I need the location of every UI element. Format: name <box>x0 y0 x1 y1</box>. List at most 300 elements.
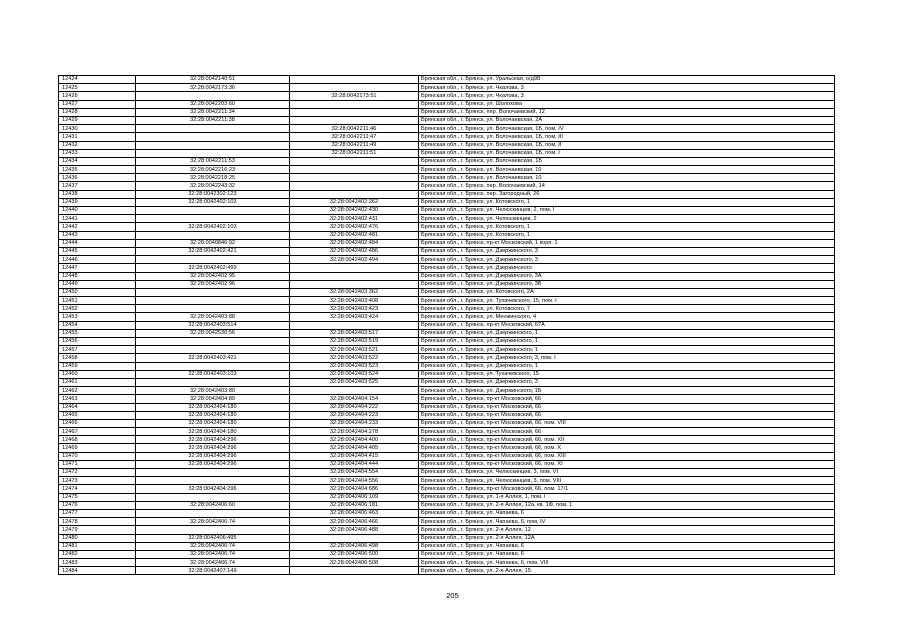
table-row <box>59 321 835 329</box>
row-number-cell: 12479 <box>59 526 136 534</box>
address-cell: Брянская обл., г. Брянск, ул. Чапаева, 6, пом. VIII <box>419 559 835 567</box>
table-row <box>59 534 835 542</box>
row-number-cell: 12446 <box>59 256 136 264</box>
table-row <box>59 256 835 264</box>
row-number-cell: 12466 <box>59 419 136 427</box>
parcel-number-cell: 32:28:0042402:421 <box>136 247 290 255</box>
table-row <box>59 346 835 354</box>
address-cell: Брянская обл., г. Брянск, пр-кт Московский, 66, пом. XI <box>419 460 835 468</box>
address-cell: Брянская обл., г. Брянск, ул. Котовского, 1 <box>419 198 835 206</box>
row-number-cell: 12449 <box>59 280 136 288</box>
row-number-cell: 12453 <box>59 313 136 321</box>
row-number-cell: 12426 <box>59 92 136 100</box>
parcel-number-cell: 32:28:0042203:60 <box>136 100 290 108</box>
table-row <box>59 567 835 575</box>
parcel-number-cell: 32:28:0042406:74 <box>136 518 290 526</box>
object-number-cell: 32:28:0042402:486 <box>290 247 419 255</box>
row-number-cell: 12427 <box>59 100 136 108</box>
row-number-cell: 12452 <box>59 305 136 313</box>
object-number-cell: 32:28:0042402:484 <box>290 239 419 247</box>
object-number-cell: 32:28:0042404:405 <box>290 444 419 452</box>
parcel-number-cell <box>136 256 290 264</box>
address-cell: Брянская обл., г. Брянск, ул. Чкалова, 3 <box>419 92 835 100</box>
address-cell: Брянская обл., г. Брянск, пр-кт Московский, 66 <box>419 403 835 411</box>
row-number-cell: 12439 <box>59 198 136 206</box>
parcel-number-cell <box>136 378 290 386</box>
table-row <box>59 313 835 321</box>
table-row <box>59 550 835 558</box>
row-number-cell: 12429 <box>59 116 136 124</box>
table-row <box>59 493 835 501</box>
parcel-number-cell <box>136 215 290 223</box>
parcel-number-cell <box>136 297 290 305</box>
row-number-cell: 12480 <box>59 534 136 542</box>
address-cell: Брянская обл., г. Брянск, ул. Чкалова, 3 <box>419 84 835 92</box>
parcel-number-cell <box>136 133 290 141</box>
table-row <box>59 395 835 403</box>
parcel-number-cell: 32:28:0042404:89 <box>136 395 290 403</box>
row-number-cell: 12467 <box>59 428 136 436</box>
object-number-cell: 32:28:0042404:233 <box>290 419 419 427</box>
page-number: 205 <box>446 591 459 600</box>
address-cell: Брянская обл., г. Брянск, пер. Загородный, 26 <box>419 190 835 198</box>
row-number-cell: 12441 <box>59 215 136 223</box>
address-cell: Брянская обл., г. Брянск, ул. Челюскинцев, 2, пом. I <box>419 207 835 215</box>
registry-table <box>58 75 835 575</box>
object-number-cell <box>290 321 419 329</box>
address-cell: Брянская обл., г. Брянск, ул. Чапаева, 6 <box>419 550 835 558</box>
table-row <box>59 387 835 395</box>
object-number-cell <box>290 100 419 108</box>
table-row <box>59 305 835 313</box>
row-number-cell: 12445 <box>59 247 136 255</box>
object-number-cell <box>290 157 419 165</box>
address-cell: Брянская обл., г. Брянск, пр-кт Московский, 66, пом. XIII <box>419 452 835 460</box>
table-row <box>59 223 835 231</box>
parcel-number-cell: 32:28:0042404:296 <box>136 485 290 493</box>
address-cell: Брянская обл., г. Брянск, пр-кт Московский, 66 <box>419 395 835 403</box>
table-row <box>59 166 835 174</box>
parcel-number-cell <box>136 125 290 133</box>
object-number-cell: 32:28:0042403:362 <box>290 288 419 296</box>
object-number-cell: 32:28:0042404:556 <box>290 477 419 485</box>
object-number-cell: 32:28:0042402:430 <box>290 207 419 215</box>
row-number-cell: 12430 <box>59 125 136 133</box>
table-row <box>59 280 835 288</box>
object-number-cell: 32:28:0042404:554 <box>290 469 419 477</box>
parcel-number-cell: 32:28:0042406:60 <box>136 501 290 509</box>
table-row <box>59 297 835 305</box>
row-number-cell: 12483 <box>59 559 136 567</box>
address-cell: Брянская обл., г. Брянск, ул. Менжинского, 4 <box>419 313 835 321</box>
address-cell: Брянская обл., г. Брянск, ул. Тухачевского, 15, пом. I <box>419 297 835 305</box>
parcel-number-cell: 32:28:0042404:180 <box>136 428 290 436</box>
object-number-cell: 32:28:0042211:47 <box>290 133 419 141</box>
parcel-number-cell: 32:28:0042402:95 <box>136 272 290 280</box>
parcel-number-cell: 32:28:0042216:23 <box>136 166 290 174</box>
table-row <box>59 239 835 247</box>
address-cell: Брянская обл., г. Брянск, ул. Дзержинского, 3А <box>419 272 835 280</box>
address-cell: Брянская обл., г. Брянск, пр-кт Московский, 66, пом. 17/1 <box>419 485 835 493</box>
object-number-cell: 32:28:0042404:415 <box>290 452 419 460</box>
row-number-cell: 12471 <box>59 460 136 468</box>
object-number-cell: 32:28:0042404:686 <box>290 485 419 493</box>
address-cell: Брянская обл., г. Брянск, ул. Волочаевская, 1Б, пом. II <box>419 141 835 149</box>
table-row <box>59 182 835 190</box>
parcel-number-cell: 32:28:0042530:56 <box>136 329 290 337</box>
object-number-cell: 32:28:0042403:517 <box>290 329 419 337</box>
address-cell: Брянская обл., г. Брянск, ул. Дзержинского, 3 <box>419 256 835 264</box>
row-number-cell: 12457 <box>59 346 136 354</box>
row-number-cell: 12434 <box>59 157 136 165</box>
table-row <box>59 190 835 198</box>
object-number-cell: 32:28:0042406:488 <box>290 526 419 534</box>
address-cell: Брянская обл., г. Брянск, пр-кт Московский, 1 корп. 1 <box>419 239 835 247</box>
table-row <box>59 141 835 149</box>
row-number-cell: 12473 <box>59 477 136 485</box>
object-number-cell: 32:28:0042406:498 <box>290 542 419 550</box>
row-number-cell: 12440 <box>59 207 136 215</box>
parcel-number-cell <box>136 346 290 354</box>
address-cell: Брянская обл., г. Брянск, пер. Волочаевский, 12 <box>419 108 835 116</box>
object-number-cell: 32:28:0042403:424 <box>290 313 419 321</box>
row-number-cell: 12481 <box>59 542 136 550</box>
object-number-cell: 32:28:0042402:431 <box>290 215 419 223</box>
address-cell: Брянская обл., г. Брянск, ул. Чапаева, 6 <box>419 542 835 550</box>
row-number-cell: 12425 <box>59 84 136 92</box>
parcel-number-cell: 32:28:0042406:74 <box>136 542 290 550</box>
parcel-number-cell: 32:28:0042404:296 <box>136 452 290 460</box>
parcel-number-cell: 32:28:0042406:74 <box>136 550 290 558</box>
address-cell: Брянская обл., г. Брянск, ул. 1-я Аллея, 1, пом. I <box>419 493 835 501</box>
parcel-number-cell: 32:28:0042407:149 <box>136 567 290 575</box>
address-cell: Брянская обл., г. Брянск, ул. Шолохова <box>419 100 835 108</box>
address-cell: Брянская обл., г. Брянск, ул. Котовского, 1 <box>419 223 835 231</box>
address-cell: Брянская обл., г. Брянск, ул. Тухачевского, 15 <box>419 370 835 378</box>
address-cell: Брянская обл., г. Брянск, пр-кт Московский, 66, пом. VIII <box>419 419 835 427</box>
object-number-cell: 32:28:0042403:525 <box>290 378 419 386</box>
row-number-cell: 12448 <box>59 272 136 280</box>
parcel-number-cell <box>136 149 290 157</box>
row-number-cell: 12478 <box>59 518 136 526</box>
table-row <box>59 419 835 427</box>
table-row <box>59 518 835 526</box>
parcel-number-cell: 32:28:0042243:32 <box>136 182 290 190</box>
table-row <box>59 526 835 534</box>
parcel-number-cell: 32:28:0042403:88 <box>136 313 290 321</box>
parcel-number-cell: 32:28:0042404:180 <box>136 419 290 427</box>
address-cell: Брянская обл., г. Брянск, ул. Чапаева, 6 <box>419 509 835 517</box>
table-row <box>59 378 835 386</box>
address-cell: Брянская обл., г. Брянск, ул. Волочаевская, 10 <box>419 166 835 174</box>
table-row <box>59 469 835 477</box>
address-cell: Брянская обл., г. Брянск, ул. Дзержинского <box>419 264 835 272</box>
table-row <box>59 501 835 509</box>
row-number-cell: 12469 <box>59 444 136 452</box>
address-cell: Брянская обл., г. Брянск, ул. Челюскинцев, 3, пом. VIII <box>419 477 835 485</box>
parcel-number-cell: 32:28:0042140:51 <box>136 76 290 84</box>
row-number-cell: 12454 <box>59 321 136 329</box>
address-cell: Брянская обл., г. Брянск, пр-кт Московский, 67А <box>419 321 835 329</box>
table-row <box>59 542 835 550</box>
parcel-number-cell: 32:28:0042406:74 <box>136 559 290 567</box>
address-cell: Брянская обл., г. Брянск, ул. 2-я Аллея, 15 <box>419 567 835 575</box>
address-cell: Брянская обл., г. Брянск, ул. Дзержинского, 3Б <box>419 280 835 288</box>
row-number-cell: 12438 <box>59 190 136 198</box>
row-number-cell: 12464 <box>59 403 136 411</box>
object-number-cell <box>290 567 419 575</box>
table-row <box>59 116 835 124</box>
row-number-cell: 12442 <box>59 223 136 231</box>
row-number-cell: 12463 <box>59 395 136 403</box>
object-number-cell: 32:28:0042403:523 <box>290 362 419 370</box>
table-row <box>59 92 835 100</box>
parcel-number-cell: 32:28:0042211:34 <box>136 108 290 116</box>
object-number-cell: 32:28:0042403:522 <box>290 354 419 362</box>
object-number-cell: 32:28:0042402:262 <box>290 198 419 206</box>
row-number-cell: 12462 <box>59 387 136 395</box>
address-cell: Брянская обл., г. Брянск, ул. Чапаева, 6, пом. IV <box>419 518 835 526</box>
object-number-cell: 32:28:0042406:463 <box>290 509 419 517</box>
object-number-cell: 32:28:0042404:400 <box>290 436 419 444</box>
address-cell: Брянская обл., г. Брянск, ул. Волочаевская, 2А <box>419 116 835 124</box>
parcel-number-cell: 32:28:0042404:296 <box>136 460 290 468</box>
parcel-number-cell: 32:28:0042404:296 <box>136 444 290 452</box>
address-cell: Брянская обл., г. Брянск, ул. Дзержинского, 1 <box>419 346 835 354</box>
parcel-number-cell: 32:28:0042403:103 <box>136 370 290 378</box>
address-cell: Брянская обл., г. Брянск, ул. Дзержинского, 3 <box>419 247 835 255</box>
object-number-cell: 32:28:0042403:423 <box>290 305 419 313</box>
table-row <box>59 231 835 239</box>
table-row <box>59 198 835 206</box>
row-number-cell: 12482 <box>59 550 136 558</box>
object-number-cell: 32:28:0042404:154 <box>290 395 419 403</box>
row-number-cell: 12432 <box>59 141 136 149</box>
parcel-number-cell <box>136 362 290 370</box>
parcel-number-cell <box>136 207 290 215</box>
address-cell: Брянская обл., г. Брянск, ул. Котовского, 1 <box>419 231 835 239</box>
object-number-cell: 32:28:0042406:466 <box>290 518 419 526</box>
address-cell: Брянская обл., г. Брянск, пер. Волочаевский, 14 <box>419 182 835 190</box>
object-number-cell: 32:28:0042403:408 <box>290 297 419 305</box>
object-number-cell: 32:28:0042211:46 <box>290 125 419 133</box>
table-row <box>59 125 835 133</box>
parcel-number-cell: 32:28:0042403:421 <box>136 354 290 362</box>
object-number-cell: 32:28:0042403:521 <box>290 346 419 354</box>
address-cell: Брянская обл., г. Брянск, ул. Волочаевская, 1Б, пом. IV <box>419 125 835 133</box>
table-row <box>59 174 835 182</box>
address-cell: Брянская обл., г. Брянск, ул. Котовского, 2А <box>419 288 835 296</box>
row-number-cell: 12472 <box>59 469 136 477</box>
table-row <box>59 436 835 444</box>
object-number-cell <box>290 387 419 395</box>
parcel-number-cell <box>136 288 290 296</box>
address-cell: Брянская обл., г. Брянск, ул. 2-я Аллея, 12 <box>419 526 835 534</box>
table-row <box>59 444 835 452</box>
parcel-number-cell <box>136 509 290 517</box>
parcel-number-cell: 32:28:0042402:499 <box>136 264 290 272</box>
table-row <box>59 485 835 493</box>
object-number-cell <box>290 280 419 288</box>
object-number-cell <box>290 166 419 174</box>
parcel-number-cell: 32:28:0042403:80 <box>136 387 290 395</box>
table-row <box>59 149 835 157</box>
object-number-cell: 32:28:0042402:494 <box>290 256 419 264</box>
address-cell: Брянская обл., г. Брянск, ул. Челюскинцев, 2 <box>419 215 835 223</box>
table-row <box>59 354 835 362</box>
parcel-number-cell: 32:28:0042402:103 <box>136 198 290 206</box>
object-number-cell <box>290 116 419 124</box>
parcel-number-cell: 32:28:0042402:103 <box>136 223 290 231</box>
object-number-cell <box>290 182 419 190</box>
row-number-cell: 12456 <box>59 338 136 346</box>
parcel-number-cell <box>136 231 290 239</box>
object-number-cell <box>290 174 419 182</box>
table-row <box>59 460 835 468</box>
table-row <box>59 247 835 255</box>
object-number-cell: 32:28:0042403:519 <box>290 338 419 346</box>
object-number-cell: 32:28:0042402:476 <box>290 223 419 231</box>
address-cell: Брянская обл., г. Брянск, ул. Волочаевская, 1Б <box>419 157 835 165</box>
table-row <box>59 329 835 337</box>
parcel-number-cell <box>136 141 290 149</box>
object-number-cell: 32:28:0042406:109 <box>290 493 419 501</box>
address-cell: Брянская обл., г. Брянск, ул. Волочаевская, 10 <box>419 174 835 182</box>
row-number-cell: 12459 <box>59 362 136 370</box>
parcel-number-cell: 32:28:0042406:495 <box>136 534 290 542</box>
table-row <box>59 133 835 141</box>
object-number-cell <box>290 272 419 280</box>
parcel-number-cell <box>136 526 290 534</box>
parcel-number-cell: 32:28:0042404:180 <box>136 403 290 411</box>
parcel-number-cell: 32:28:0042218:25 <box>136 174 290 182</box>
parcel-number-cell: 32:28:0042211:38 <box>136 116 290 124</box>
table-row <box>59 272 835 280</box>
object-number-cell: 32:28:0042406:181 <box>290 501 419 509</box>
row-number-cell: 12461 <box>59 378 136 386</box>
table-row <box>59 403 835 411</box>
table-row <box>59 559 835 567</box>
table-row <box>59 452 835 460</box>
row-number-cell: 12437 <box>59 182 136 190</box>
table-row <box>59 411 835 419</box>
object-number-cell: 32:28:0042406:508 <box>290 559 419 567</box>
row-number-cell: 12443 <box>59 231 136 239</box>
row-number-cell: 12433 <box>59 149 136 157</box>
object-number-cell: 32:28:0042402:481 <box>290 231 419 239</box>
address-cell: Брянская обл., г. Брянск, ул. Уральская, о/д98 <box>419 76 835 84</box>
parcel-number-cell: 32:28:0042404:180 <box>136 411 290 419</box>
address-cell: Брянская обл., г. Брянск, пр-кт Московский, 66, пом. X <box>419 444 835 452</box>
table-row <box>59 215 835 223</box>
parcel-number-cell: 32:28:0040846:92 <box>136 239 290 247</box>
row-number-cell: 12444 <box>59 239 136 247</box>
row-number-cell: 12455 <box>59 329 136 337</box>
address-cell: Брянская обл., г. Брянск, ул. Дзержинского, 1 <box>419 329 835 337</box>
object-number-cell: 32:28:0042173:51 <box>290 92 419 100</box>
address-cell: Брянская обл., г. Брянск, ул. Дзержинского, 3, пом. I <box>419 354 835 362</box>
parcel-number-cell: 32:28:0042404:296 <box>136 436 290 444</box>
address-cell: Брянская обл., г. Брянск, ул. Волочаевская, 1Б, пом. III <box>419 133 835 141</box>
object-number-cell: 32:28:0042211:49 <box>290 141 419 149</box>
row-number-cell: 12476 <box>59 501 136 509</box>
object-number-cell <box>290 84 419 92</box>
object-number-cell <box>290 264 419 272</box>
object-number-cell: 32:28:0042211:51 <box>290 149 419 157</box>
object-number-cell: 32:28:0042406:500 <box>290 550 419 558</box>
parcel-number-cell <box>136 338 290 346</box>
table-row <box>59 428 835 436</box>
address-cell: Брянская обл., г. Брянск, ул. Волочаевская, 1Б, пом. I <box>419 149 835 157</box>
row-number-cell: 12447 <box>59 264 136 272</box>
row-number-cell: 12477 <box>59 509 136 517</box>
parcel-number-cell <box>136 305 290 313</box>
row-number-cell: 12450 <box>59 288 136 296</box>
address-cell: Брянская обл., г. Брянск, ул. Дзержинского, 3 <box>419 378 835 386</box>
address-cell: Брянская обл., г. Брянск, пр-кт Московский, 66 <box>419 428 835 436</box>
row-number-cell: 12475 <box>59 493 136 501</box>
object-number-cell: 32:28:0042404:444 <box>290 460 419 468</box>
address-cell: Брянская обл., г. Брянск, ул. 2-я Аллея, 12А <box>419 534 835 542</box>
object-number-cell: 32:28:0042403:524 <box>290 370 419 378</box>
table-row <box>59 338 835 346</box>
parcel-number-cell: 32:28:0042403:514 <box>136 321 290 329</box>
object-number-cell <box>290 76 419 84</box>
table-row <box>59 288 835 296</box>
address-cell: Брянская обл., г. Брянск, ул. Дзержинского, 1 <box>419 362 835 370</box>
address-cell: Брянская обл., г. Брянск, ул. Челюскинцев, 3, пом. VI <box>419 469 835 477</box>
row-number-cell: 12424 <box>59 76 136 84</box>
table-row <box>59 477 835 485</box>
address-cell: Брянская обл., г. Брянск, пр-кт Московский, 66 <box>419 411 835 419</box>
parcel-number-cell <box>136 493 290 501</box>
object-number-cell <box>290 534 419 542</box>
table-row <box>59 264 835 272</box>
row-number-cell: 12436 <box>59 174 136 182</box>
table-row <box>59 207 835 215</box>
parcel-number-cell: 32:28:0042402:96 <box>136 280 290 288</box>
row-number-cell: 12470 <box>59 452 136 460</box>
row-number-cell: 12458 <box>59 354 136 362</box>
row-number-cell: 12474 <box>59 485 136 493</box>
object-number-cell: 32:28:0042404:278 <box>290 428 419 436</box>
table-row <box>59 76 835 84</box>
address-cell: Брянская обл., г. Брянск, ул. Дзержинского, 1 <box>419 338 835 346</box>
parcel-number-cell <box>136 477 290 485</box>
address-cell: Брянская обл., г. Брянск, ул. Дзержинского, 1Б <box>419 387 835 395</box>
object-number-cell <box>290 190 419 198</box>
row-number-cell: 12468 <box>59 436 136 444</box>
table-row <box>59 84 835 92</box>
address-cell: Брянская обл., г. Брянск, пр-кт Московский, 66, пом. XII <box>419 436 835 444</box>
object-number-cell <box>290 108 419 116</box>
row-number-cell: 12460 <box>59 370 136 378</box>
table-row <box>59 100 835 108</box>
row-number-cell: 12465 <box>59 411 136 419</box>
object-number-cell: 32:28:0042404:222 <box>290 403 419 411</box>
row-number-cell: 12428 <box>59 108 136 116</box>
table-row <box>59 509 835 517</box>
parcel-number-cell <box>136 92 290 100</box>
table-row <box>59 370 835 378</box>
parcel-number-cell: 32:28:0042302:123 <box>136 190 290 198</box>
address-cell: Брянская обл., г. Брянск, ул. Котовского, 7 <box>419 305 835 313</box>
row-number-cell: 12435 <box>59 166 136 174</box>
address-cell: Брянская обл., г. Брянск, ул. 2-я Аллея, 12а, кв. 1Ф, пом. 1 <box>419 501 835 509</box>
object-number-cell: 32:28:0042404:223 <box>290 411 419 419</box>
parcel-number-cell: 32:28:0042211:53 <box>136 157 290 165</box>
row-number-cell: 12431 <box>59 133 136 141</box>
